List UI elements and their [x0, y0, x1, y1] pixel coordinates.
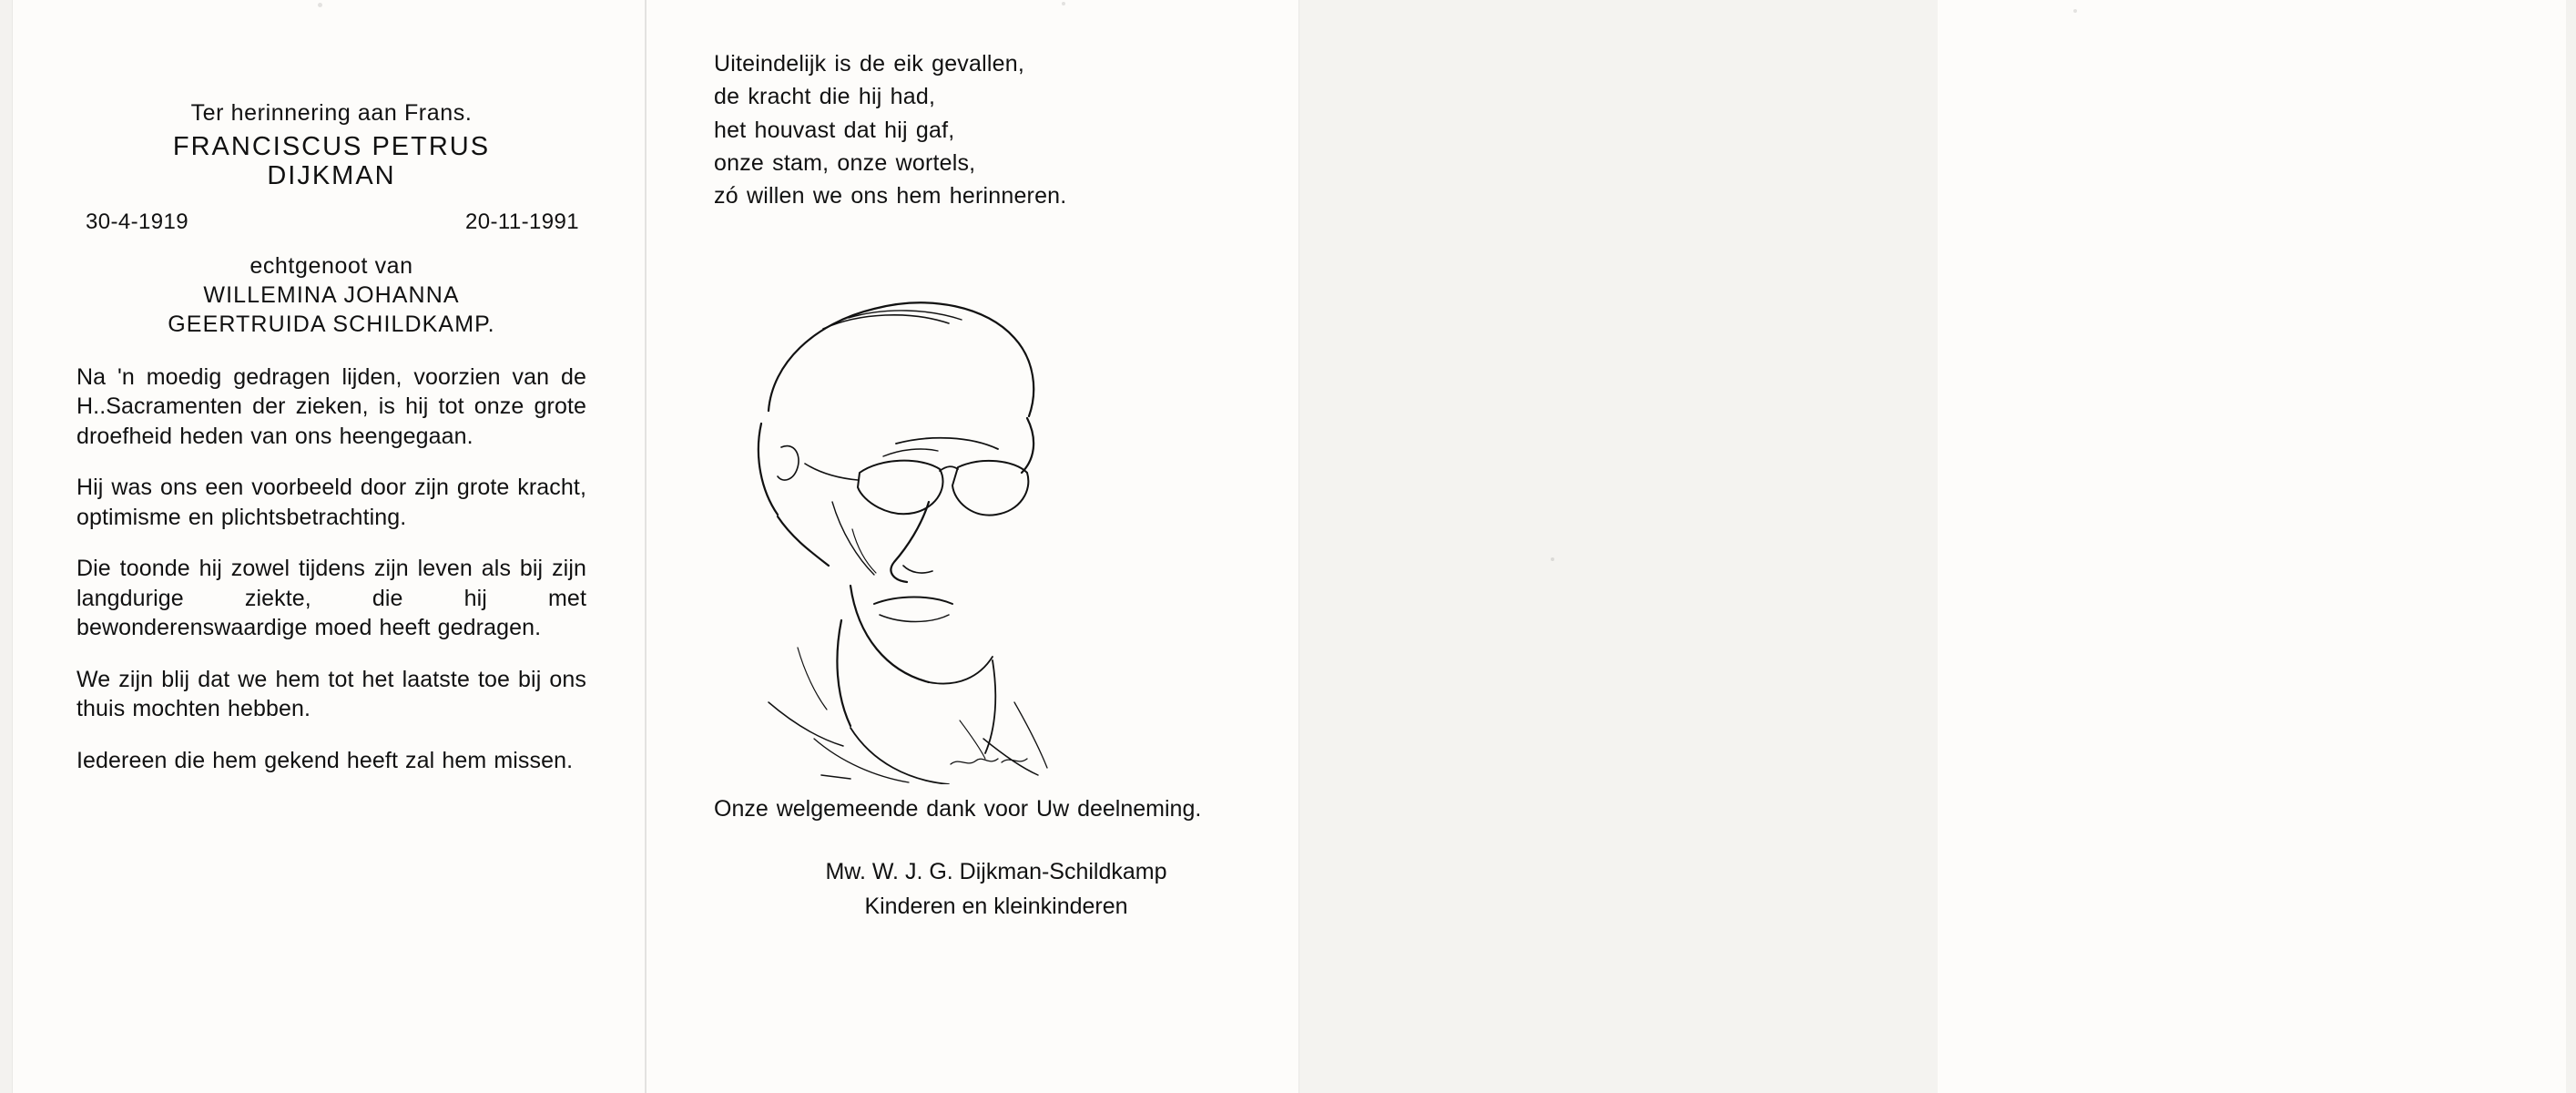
biography-paragraphs: [76, 363, 586, 776]
poem-line: onze stam, onze wortels,: [714, 149, 976, 176]
poem-panel: [714, 47, 1278, 923]
scan-speck: [2073, 9, 2077, 13]
poem-line: Uiteindelijk is de eik gevallen,: [714, 51, 1024, 77]
poem-line: de kracht die hij had,: [714, 84, 936, 110]
portrait-sketch: [714, 229, 1260, 784]
birth-date: 30-4-1919: [86, 209, 189, 234]
scan-gutter: [1298, 0, 1938, 1093]
thanks-text: Onze welgemeende dank voor Uw deelneming.: [714, 796, 1202, 822]
biography-paragraph: Hij was ons een voorbeeld door zijn grote kracht, optimisme en plichtsbetrachting.: [76, 475, 586, 530]
biography-paragraph: Iedereen die hem gekend heeft zal hem missen.: [76, 747, 574, 773]
spouse-name-line-1: WILLEMINA JOHANNA: [203, 281, 460, 308]
intro-line: Ter herinnering aan Frans.: [190, 100, 473, 126]
dates-row: [86, 209, 579, 235]
scan-speck: [1551, 557, 1554, 561]
deceased-name-line-2: DIJKMAN: [267, 161, 396, 191]
signature-widow: Mw. W. J. G. Dijkman-Schildkamp: [825, 858, 1167, 884]
deceased-name-line-1: FRANCISCUS PETRUS: [172, 132, 491, 161]
scan-speck: [318, 3, 322, 7]
biography-paragraph: Na 'n moedig gedragen lijden, voorzien van de H..Sacramenten der zieken, is hij tot onze grote droefheid heden van ons heengegaan.: [76, 363, 586, 449]
spouse-prefix: echtgenoot van: [249, 252, 413, 279]
poem-line: het houvast dat hij gaf,: [714, 117, 955, 143]
memorial-card-left: [13, 0, 1298, 1093]
biography-paragraph: Die toonde hij zowel tijdens zijn leven als bij zijn langdurige ziekte, die hij met bewonderenswaardige moed heeft gedragen.: [76, 556, 586, 641]
death-date: 20-11-1991: [465, 209, 579, 234]
card-fold: [645, 0, 647, 1093]
biography-panel: [76, 100, 586, 775]
memorial-card-right: [1938, 0, 2566, 1093]
signature-children: Kinderen en kleinkinderen: [864, 894, 1128, 920]
poem-line: zó willen we ons hem herinneren.: [714, 183, 1067, 209]
biography-paragraph: We zijn blij dat we hem tot het laatste toe bij ons thuis mochten hebben.: [76, 666, 586, 722]
spouse-name-line-2: GEERTRUIDA SCHILDKAMP.: [168, 311, 495, 337]
scan-speck: [1062, 2, 1065, 5]
